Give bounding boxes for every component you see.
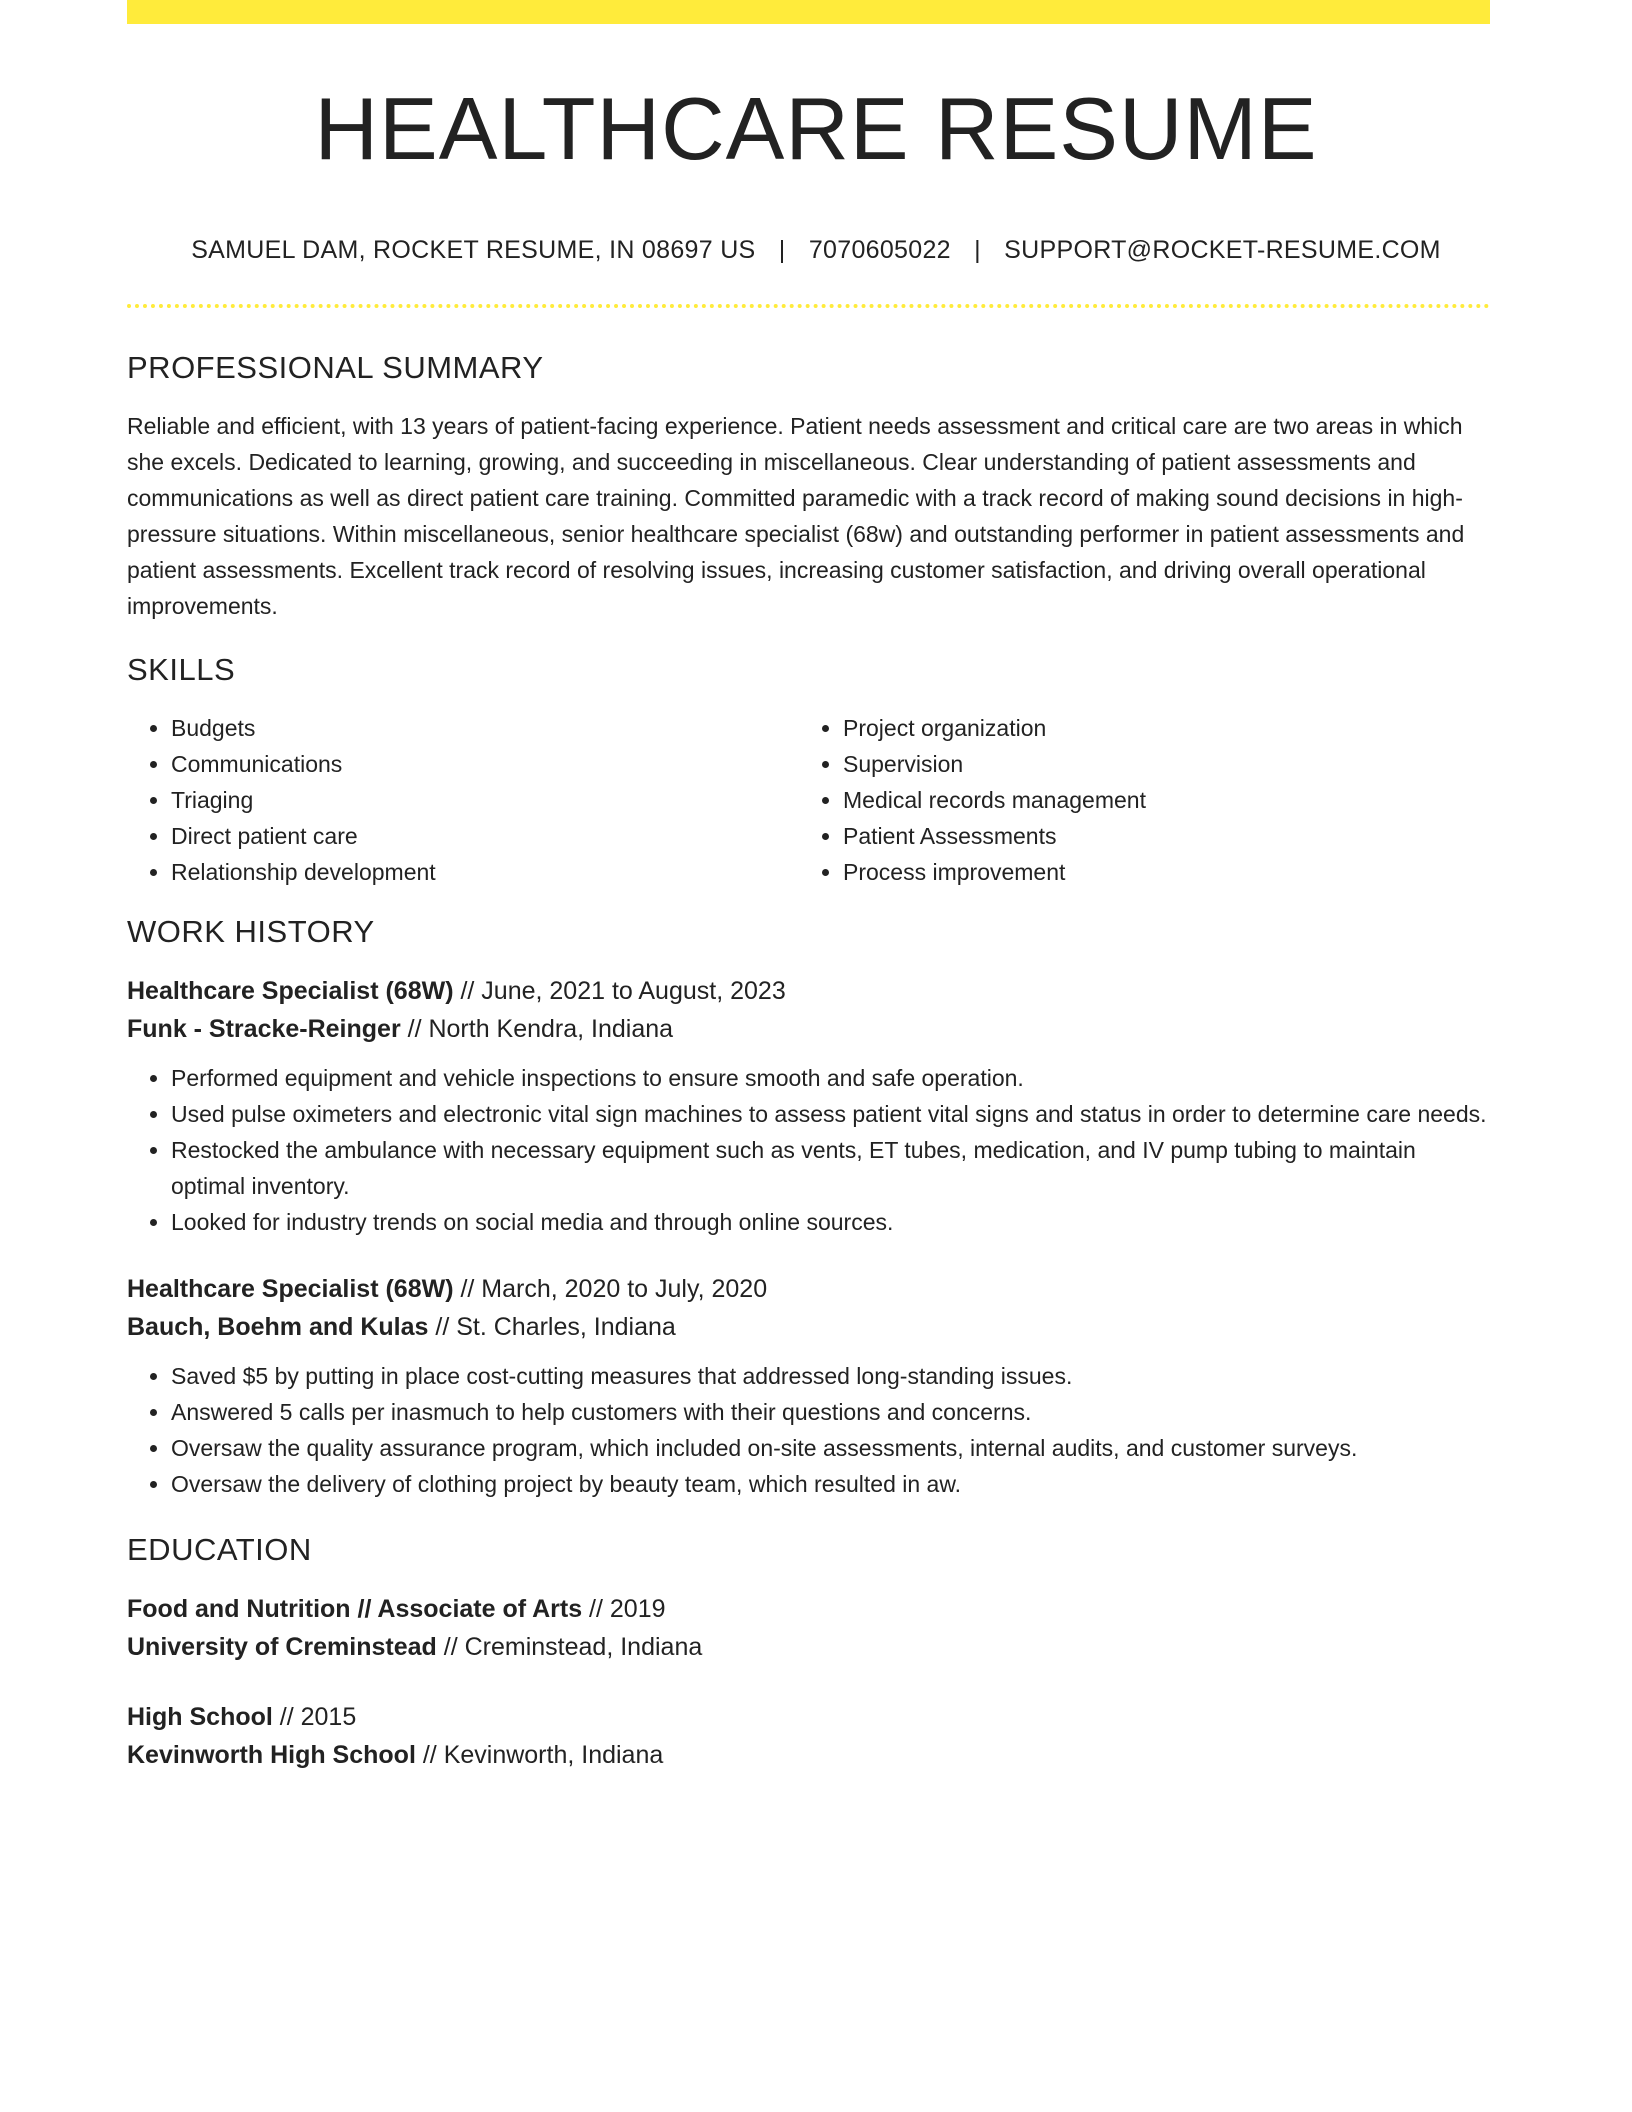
school-location: // Kevinworth, Indiana <box>415 1741 664 1769</box>
contact-line <box>0 236 1632 265</box>
job-location: // St. Charles, Indiana <box>428 1313 676 1341</box>
summary-text: Reliable and efficient, with 13 years of patient-facing experience. Patient needs assessment and critical care are two areas in which she excels. Dedicated to learning, growing, and succeeding in miscellaneous. Clear understanding of patient assessments and communications as well as direct patient care training. Committed paramedic with a track record of making sound decisions in high-pressure situations. Within miscellaneous, senior healthcare specialist (68w) and outstanding performer in patient assessments and patient assessments. Excellent track record of resolving issues, increasing customer satisfaction, and driving overall operational improvements. <box>127 413 1465 619</box>
job-company-line <box>127 1010 1490 1048</box>
skills-columns <box>127 710 1490 890</box>
skill-item: • Triaging <box>171 782 799 818</box>
skills-section <box>127 652 1490 890</box>
job-bullet: • Saved $5 by putting in place cost-cutting measures that addressed long-standing issues. <box>171 1358 1490 1394</box>
work-history-heading: WORK HISTORY <box>127 914 375 949</box>
degree: High School <box>127 1703 273 1731</box>
skills-list-left <box>127 710 799 890</box>
dotted-divider <box>127 304 1490 308</box>
school-line <box>127 1736 1490 1774</box>
skill-item: • Supervision <box>843 746 1471 782</box>
job-bullet: • Oversaw the quality assurance program, which included on-site assessments, internal audits, and customer surveys. <box>171 1430 1490 1466</box>
skills-list-right <box>799 710 1471 890</box>
job-bullet: • Looked for industry trends on social media and through online sources. <box>171 1204 1490 1240</box>
page-title: HEALTHCARE RESUME <box>314 79 1318 178</box>
contact-address: SAMUEL DAM, ROCKET RESUME, IN 08697 US <box>191 236 756 264</box>
skill-item: • Direct patient care <box>171 818 799 854</box>
contact-phone: 7070605022 <box>808 236 951 264</box>
job-bullet: • Performed equipment and vehicle inspections to ensure smooth and safe operation. <box>171 1060 1490 1096</box>
contact-email: SUPPORT@ROCKET-RESUME.COM <box>1004 236 1441 264</box>
skill-item: • Communications <box>171 746 799 782</box>
degree: Food and Nutrition // Associate of Arts <box>127 1595 583 1623</box>
work-history-section <box>127 914 1490 1502</box>
resume-content <box>127 350 1490 1806</box>
graduation-year: // 2015 <box>272 1703 357 1731</box>
skill-item: • Patient Assessments <box>843 818 1471 854</box>
skills-heading: SKILLS <box>127 652 236 687</box>
education-section <box>127 1532 1490 1774</box>
job-bullet: • Answered 5 calls per inasmuch to help customers with their questions and concerns. <box>171 1394 1490 1430</box>
education-heading: EDUCATION <box>127 1532 312 1567</box>
job-bullets <box>127 1060 1490 1240</box>
degree-line <box>127 1698 1490 1736</box>
job-dates: // June, 2021 to August, 2023 <box>453 977 786 1005</box>
job-title: Healthcare Specialist (68W) <box>127 1275 454 1303</box>
education-entry <box>127 1698 1490 1774</box>
job-company: Bauch, Boehm and Kulas <box>127 1313 429 1341</box>
job-title-line <box>127 972 1490 1010</box>
job-company: Funk - Stracke-Reinger <box>127 1015 401 1043</box>
top-accent-bar <box>127 0 1490 24</box>
degree-line <box>127 1590 1490 1628</box>
contact-separator: | <box>778 236 786 264</box>
graduation-year: // 2019 <box>582 1595 666 1623</box>
school: University of Creminstead <box>127 1633 437 1661</box>
job-entry <box>127 972 1490 1240</box>
school-location: // Creminstead, Indiana <box>436 1633 703 1661</box>
school-line <box>127 1628 1490 1666</box>
job-bullet: • Oversaw the delivery of clothing project by beauty team, which resulted in aw. <box>171 1466 1490 1502</box>
school: Kevinworth High School <box>127 1741 416 1769</box>
job-bullet: • Used pulse oximeters and electronic vital sign machines to assess patient vital signs and status in order to determine care needs. <box>171 1096 1490 1132</box>
summary-section <box>127 350 1490 624</box>
skill-item: • Medical records management <box>843 782 1471 818</box>
skill-item: • Process improvement <box>843 854 1471 890</box>
job-dates: // March, 2020 to July, 2020 <box>453 1275 768 1303</box>
job-company-line <box>127 1308 1490 1346</box>
job-entry <box>127 1270 1490 1502</box>
education-entry <box>127 1590 1490 1666</box>
job-bullet: • Restocked the ambulance with necessary equipment such as vents, ET tubes, medication, and IV pump tubing to maintain optimal inventory. <box>171 1132 1490 1204</box>
skill-item: • Relationship development <box>171 854 799 890</box>
job-bullets <box>127 1358 1490 1502</box>
summary-heading: PROFESSIONAL SUMMARY <box>127 350 544 385</box>
contact-separator: | <box>974 236 981 264</box>
job-location: // North Kendra, Indiana <box>400 1015 674 1043</box>
job-title-line <box>127 1270 1490 1308</box>
skill-item: • Budgets <box>171 710 799 746</box>
skill-item: • Project organization <box>843 710 1471 746</box>
job-title: Healthcare Specialist (68W) <box>127 977 454 1005</box>
